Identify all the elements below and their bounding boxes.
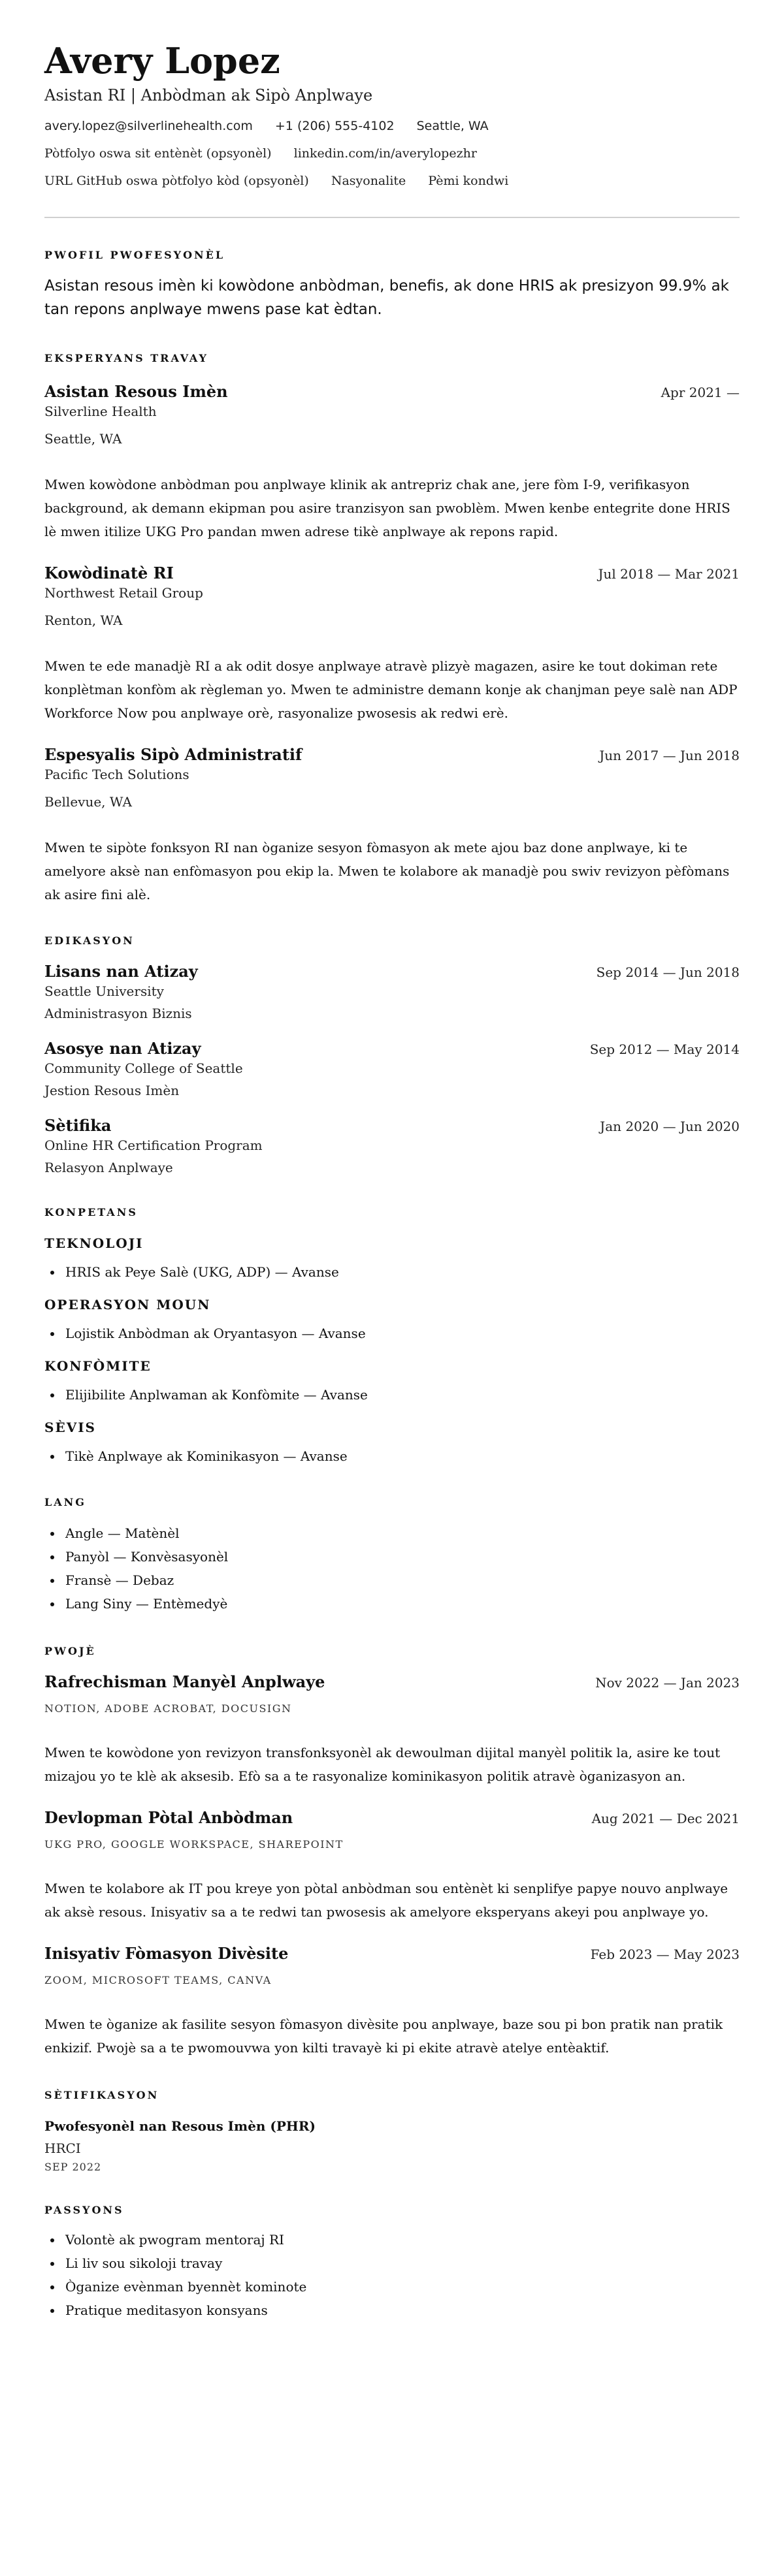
language-list [44, 1521, 740, 1615]
job-location: Seattle, WA [44, 431, 122, 447]
skill-list [44, 1260, 740, 1284]
project-date: Nov 2022 — Jan 2023 [595, 1675, 740, 1691]
skill-list [44, 1383, 740, 1407]
degree-field: Relasyon Anplwaye [44, 1160, 173, 1175]
interests-section [44, 2203, 740, 2322]
job-company: Pacific Tech Solutions [44, 767, 189, 782]
language-item: • Angle — Matènèl [63, 1521, 740, 1545]
project-tech: ZOOM, MICROSOFT TEAMS, CANVA [44, 1974, 272, 1986]
degree-date: Sep 2012 — May 2014 [589, 1042, 740, 1057]
education-section [44, 934, 740, 1177]
language-item: • Panyòl — Konvèsasyonèl [63, 1545, 740, 1568]
certification-name: Pwofesyonèl nan Resous Imèn (PHR) [44, 2118, 316, 2134]
job-title: Espesyalis Sipò Administratif [44, 745, 302, 764]
interest-item: • Òganize evènman byennèt kominote [63, 2275, 740, 2298]
skill-category [44, 1234, 740, 1284]
job-description: Mwen te sipòte fonksyon RI nan òganize sesyon fòmasyon ak mete ajou baz done anplwaye, ki te amelyore aksè nan enfòmasyon pou ekip la. Mwen te kolabore ak manadjè pou swiv revizyon pèfòmans ak asire fini alè. [44, 840, 730, 902]
experience-section [44, 351, 740, 906]
contact-phone[interactable]: +1 (206) 555-4102 [274, 119, 395, 133]
skill-list [44, 1444, 740, 1468]
contact-email[interactable]: avery.lopez@silverlinehealth.com [44, 119, 253, 133]
contact-links-row [44, 145, 740, 162]
education-entry [44, 1115, 740, 1177]
job-title: Kowòdinatè RI [44, 564, 174, 582]
summary-section [44, 248, 740, 321]
skill-category [44, 1357, 740, 1407]
project-title: Inisyativ Fòmasyon Divèsite [44, 1944, 289, 1963]
job-date: Jul 2018 — Mar 2021 [598, 566, 740, 582]
header-divider [44, 217, 740, 218]
contact-license: Pèmi kondwi [428, 174, 509, 188]
project-title: Rafrechisman Manyèl Anplwaye [44, 1672, 325, 1691]
summary-heading: PWOFIL PWOFESYONÈL [44, 249, 225, 261]
candidate-subtitle: Asistan RI | Anbòdman ak Sipò Anplwaye [44, 86, 373, 104]
experience-entry [44, 744, 740, 906]
degree-title: Sètifika [44, 1116, 112, 1135]
project-description: Mwen te òganize ak fasilite sesyon fòmasyon divèsite pou anplwaye, baze sou pi bon pratik nan pratik enkizif. Pwojè sa a te pwomouvwa yon kilti travayè ki pi ekite atravè atelye entèaktif. [44, 2016, 723, 2056]
languages-heading: LANG [44, 1496, 86, 1508]
summary-text: Asistan resous imèn ki kowòdone anbòdman, benefis, ak done HRIS ak presizyon 99.9% ak tan repons anplwaye mwens pase kat èdtan. [44, 278, 729, 318]
job-company: Northwest Retail Group [44, 585, 203, 601]
school-name: Online HR Certification Program [44, 1137, 263, 1153]
project-title: Devlopman Pòtal Anbòdman [44, 1808, 293, 1827]
skills-section [44, 1205, 740, 1468]
education-entry [44, 961, 740, 1023]
skill-item: • HRIS ak Peye Salè (UKG, ADP) — Avanse [63, 1260, 740, 1284]
skill-category-name: KONFÒMITE [44, 1358, 152, 1374]
language-item: • Lang Siny — Entèmedyè [63, 1592, 740, 1615]
job-title: Asistan Resous Imèn [44, 382, 228, 401]
job-location: Bellevue, WA [44, 794, 132, 810]
project-date: Aug 2021 — Dec 2021 [591, 1811, 740, 1826]
experience-heading: EKSPERYANS TRAVAY [44, 352, 208, 364]
job-date: Jun 2017 — Jun 2018 [599, 748, 740, 763]
project-description: Mwen te kowòdone yon revizyon transfonksyonèl ak dewoulman dijital manyèl politik la, asire ke tout mizajou yo te klè ak aksesib. Efò sa a te rasyonalize kominikasyon politik atravè òganizasyon an. [44, 1745, 721, 1784]
language-item: • Fransè — Debaz [63, 1568, 740, 1592]
contact-location: Seattle, WA [416, 119, 489, 133]
degree-field: Administrasyon Biznis [44, 1006, 192, 1021]
degree-title: Asosye nan Atizay [44, 1039, 201, 1058]
degree-title: Lisans nan Atizay [44, 962, 198, 981]
project-entry [44, 1943, 740, 2059]
contact-extra-row [44, 172, 740, 189]
degree-field: Jestion Resous Imèn [44, 1083, 180, 1098]
certification-issuer: HRCI [44, 2140, 81, 2156]
contact-portfolio[interactable]: Pòtfolyo oswa sit entènèt (opsyonèl) [44, 146, 272, 161]
certification-date: SEP 2022 [44, 2161, 102, 2173]
degree-date: Sep 2014 — Jun 2018 [596, 964, 740, 980]
skill-list [44, 1322, 740, 1345]
job-location: Renton, WA [44, 612, 123, 628]
certification-entry [44, 2117, 740, 2174]
school-name: Seattle University [44, 983, 164, 999]
experience-entry [44, 381, 740, 543]
contact-nationality: Nasyonalite [331, 174, 406, 188]
project-tech: UKG PRO, GOOGLE WORKSPACE, SHAREPOINT [44, 1838, 344, 1851]
skill-item: • Lojistik Anbòdman ak Oryantasyon — Avanse [63, 1322, 740, 1345]
project-entry [44, 1807, 740, 1924]
skill-category [44, 1296, 740, 1345]
job-description: Mwen te ede manadjè RI a ak odit dosye anplwaye atravè plizyè magazen, asire ke tout dokiman rete konplètman konfòm ak règleman yo. Mwen te administre demann konje ak chanjman peye salè nan ADP Workforce Now pou anplwaye orè, rasyonalize pwosesis ak redwi erè. [44, 658, 738, 721]
education-entry [44, 1038, 740, 1100]
interest-item: • Li liv sou sikoloji travay [63, 2251, 740, 2275]
job-date: Apr 2021 — [661, 385, 740, 400]
languages-section [44, 1495, 740, 1615]
project-entry [44, 1672, 740, 1788]
skill-item: • Tikè Anplwaye ak Kominikasyon — Avanse [63, 1444, 740, 1468]
interests-heading: PASSYONS [44, 2204, 124, 2216]
contact-linkedin[interactable]: linkedin.com/in/averylopezhr [293, 146, 477, 161]
job-description: Mwen kowòdone anbòdman pou anplwaye klinik ak antrepriz chak ane, jere fòm I-9, verifikasyon background, ak demann ekipman pou asire tranzisyon san pwoblèm. Mwen kenbe entegrite done HRIS lè mwen itilize UKG Pro pandan mwen adrese tikè anplwaye ak repons rapid. [44, 477, 730, 539]
skill-item: • Elijibilite Anplwaman ak Konfòmite — Avanse [63, 1383, 740, 1407]
contact-row [44, 118, 740, 135]
project-tech: NOTION, ADOBE ACROBAT, DOCUSIGN [44, 1702, 292, 1715]
skill-category-name: SÈVIS [44, 1420, 97, 1435]
project-date: Feb 2023 — May 2023 [590, 1947, 740, 1962]
skill-category-name: TEKNOLOJI [44, 1235, 144, 1251]
projects-section [44, 1644, 740, 2059]
projects-heading: PWOJÈ [44, 1645, 96, 1657]
project-description: Mwen te kolabore ak IT pou kreye yon pòtal anbòdman sou entènèt ki senplifye papye nouvo anplwaye ak aksè resous. Inisyativ sa a te redwi tan pwosesis ak amelyore eksperyans akeyi pou anplwaye yo. [44, 1881, 728, 1920]
interest-item: • Pratique meditasyon konsyans [63, 2298, 740, 2322]
contact-github[interactable]: URL GitHub oswa pòtfolyo kòd (opsyonèl) [44, 174, 309, 188]
candidate-name: Avery Lopez [44, 40, 280, 82]
education-heading: EDIKASYON [44, 934, 135, 947]
skill-category [44, 1418, 740, 1468]
degree-date: Jan 2020 — Jun 2020 [600, 1119, 740, 1134]
certifications-heading: SÈTIFIKASYON [44, 2089, 159, 2101]
interest-list [44, 2228, 740, 2322]
skills-heading: KONPETANS [44, 1206, 138, 1218]
certifications-section [44, 2088, 740, 2174]
interest-item: • Volontè ak pwogram mentoraj RI [63, 2228, 740, 2251]
skill-category-name: OPERASYON MOUN [44, 1297, 211, 1312]
experience-entry [44, 563, 740, 725]
school-name: Community College of Seattle [44, 1060, 243, 1076]
job-company: Silverline Health [44, 404, 157, 419]
